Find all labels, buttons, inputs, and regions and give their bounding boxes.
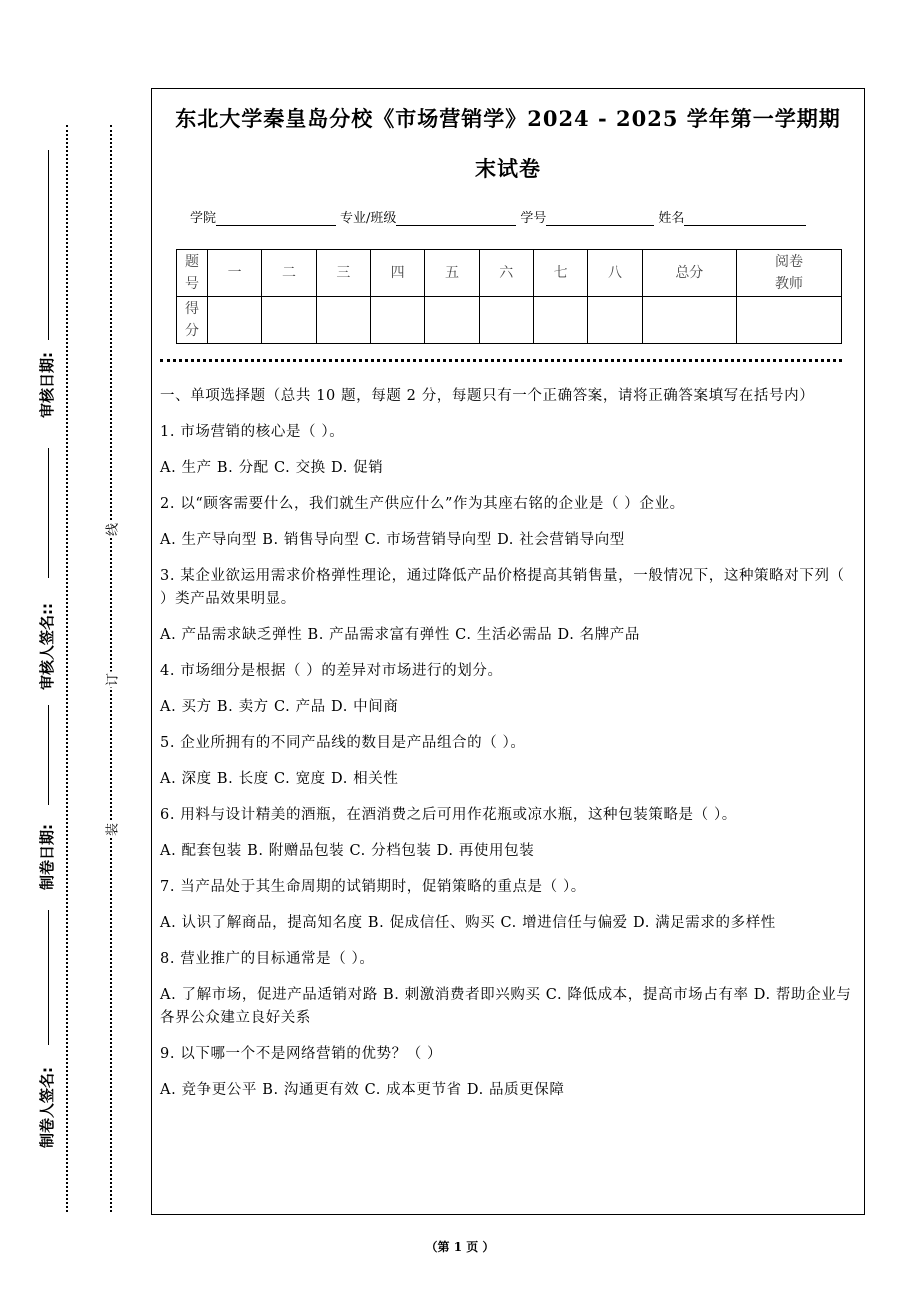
binding-dotted-line-outer — [66, 125, 68, 1212]
maker-sign-line — [48, 910, 49, 1045]
binding-seal-char: 装 — [102, 822, 121, 838]
score-cell[interactable] — [316, 297, 370, 344]
page-number: （第 1 页 ） — [425, 1240, 495, 1254]
score-table-row1-head: 题 号 — [177, 250, 208, 297]
binding-bind-char: 订 — [102, 672, 121, 688]
major-class-label: 专业/班级 — [340, 211, 397, 226]
exam-title-line2: 末试卷 — [475, 156, 541, 181]
question-5: 5. 企业所拥有的不同产品线的数目是产品组合的（ ）。 — [160, 735, 526, 751]
answer-options-3: A. 产品需求缺乏弹性 B. 产品需求富有弹性 C. 生活必需品 D. 名牌产品 — [160, 627, 641, 643]
maker-sign-label: 制卷人签名: — [38, 1067, 56, 1148]
answer-options-2: A. 生产导向型 B. 销售导向型 C. 市场营销导向型 D. 社会营销导向型 — [160, 532, 625, 548]
question-7: 7. 当产品处于其生命周期的试销期时，促销策略的重点是（ ）。 — [160, 879, 586, 895]
score-col-7: 七 — [533, 250, 587, 297]
question-4: 4. 市场细分是根据（ ）的差异对市场进行的划分。 — [160, 663, 503, 679]
binding-line-char: 线 — [102, 522, 121, 538]
answer-options-9: A. 竞争更公平 B. 沟通更有效 C. 成本更节省 D. 品质更保障 — [160, 1082, 565, 1098]
exam-title-line1: 东北大学秦皇岛分校《市场营销学》2024 - 2025 学年第一学期期 — [175, 106, 841, 131]
question-1: 1. 市场营销的核心是（ ）。 — [160, 424, 345, 440]
question-3: 3. 某企业欲运用需求价格弹性理论，通过降低产品价格提高其销售量，一般情况下，这种策略对下列（ ）类产品效果明显。 — [160, 568, 845, 607]
question-6: 6. 用料与设计精美的酒瓶，在酒消费之后可用作花瓶或凉水瓶，这种包装策略是（ ）。 — [160, 807, 737, 823]
score-col-3: 三 — [316, 250, 370, 297]
score-col-1: 一 — [208, 250, 262, 297]
question-9: 9. 以下哪一个不是网络营销的优势？（ ） — [160, 1046, 443, 1062]
question-8: 8. 营业推广的目标通常是（ ）。 — [160, 951, 375, 967]
score-col-total: 总分 — [642, 250, 736, 297]
score-cell[interactable] — [370, 297, 424, 344]
score-table — [176, 249, 842, 344]
score-col-4: 四 — [370, 250, 424, 297]
answer-options-5: A. 深度 B. 长度 C. 宽度 D. 相关性 — [160, 771, 399, 787]
section-separator — [160, 359, 842, 362]
questions-content — [160, 385, 856, 1102]
question-2: 2. 以“顾客需要什么，我们就生产供应什么”作为其座右铭的企业是（ ）企业。 — [160, 496, 685, 512]
score-col-5: 五 — [425, 250, 479, 297]
score-cell[interactable] — [588, 297, 642, 344]
name-label: 姓名 — [658, 211, 685, 226]
score-table-row2-head: 得 分 — [177, 297, 208, 344]
college-field[interactable] — [216, 211, 336, 226]
score-table-header-row — [177, 250, 842, 297]
answer-options-8: A. 了解市场，促进产品适销对路 B. 刺激消费者即兴购买 C. 降低成本，提高市场占有率 D. 帮助企业与各界公众建立良好关系 — [160, 987, 852, 1026]
major-class-field[interactable] — [396, 211, 516, 226]
make-date-label: 制卷日期: — [38, 824, 56, 890]
college-label: 学院 — [190, 211, 217, 226]
review-date-line — [48, 150, 49, 340]
exam-frame — [151, 88, 865, 1215]
student-info-row — [190, 207, 810, 226]
score-col-8: 八 — [588, 250, 642, 297]
answer-options-4: A. 买方 B. 卖方 C. 产品 D. 中间商 — [160, 699, 399, 715]
score-cell[interactable] — [533, 297, 587, 344]
student-id-label: 学号 — [520, 211, 547, 226]
score-cell[interactable] — [737, 297, 842, 344]
answer-options-1: A. 生产 B. 分配 C. 交换 D. 促销 — [160, 460, 384, 476]
binding-dotted-line-inner — [110, 125, 112, 1212]
score-cell[interactable] — [208, 297, 262, 344]
score-col-reviewer: 阅卷 教师 — [737, 250, 842, 297]
score-cell[interactable] — [642, 297, 736, 344]
answer-options-7: A. 认识了解商品，提高知名度 B. 促成信任、购买 C. 增进信任与偏爱 D. 满足需求的多样性 — [160, 915, 776, 931]
score-cell[interactable] — [262, 297, 316, 344]
name-field[interactable] — [684, 211, 806, 226]
reviewer-sign-line — [48, 448, 49, 578]
score-table-score-row — [177, 297, 842, 344]
section1-header: 一、单项选择题（总共 10 题，每题 2 分，每题只有一个正确答案，请将正确答案填写在括号内） — [160, 388, 815, 404]
score-cell[interactable] — [425, 297, 479, 344]
student-id-field[interactable] — [546, 211, 654, 226]
score-col-2: 二 — [262, 250, 316, 297]
reviewer-sign-label: 审核人签名:: — [38, 603, 56, 690]
answer-options-6: A. 配套包装 B. 附赠品包装 C. 分档包装 D. 再使用包装 — [160, 843, 535, 859]
score-cell[interactable] — [479, 297, 533, 344]
score-col-6: 六 — [479, 250, 533, 297]
review-date-label: 审核日期: — [38, 352, 56, 418]
make-date-line — [48, 705, 49, 805]
